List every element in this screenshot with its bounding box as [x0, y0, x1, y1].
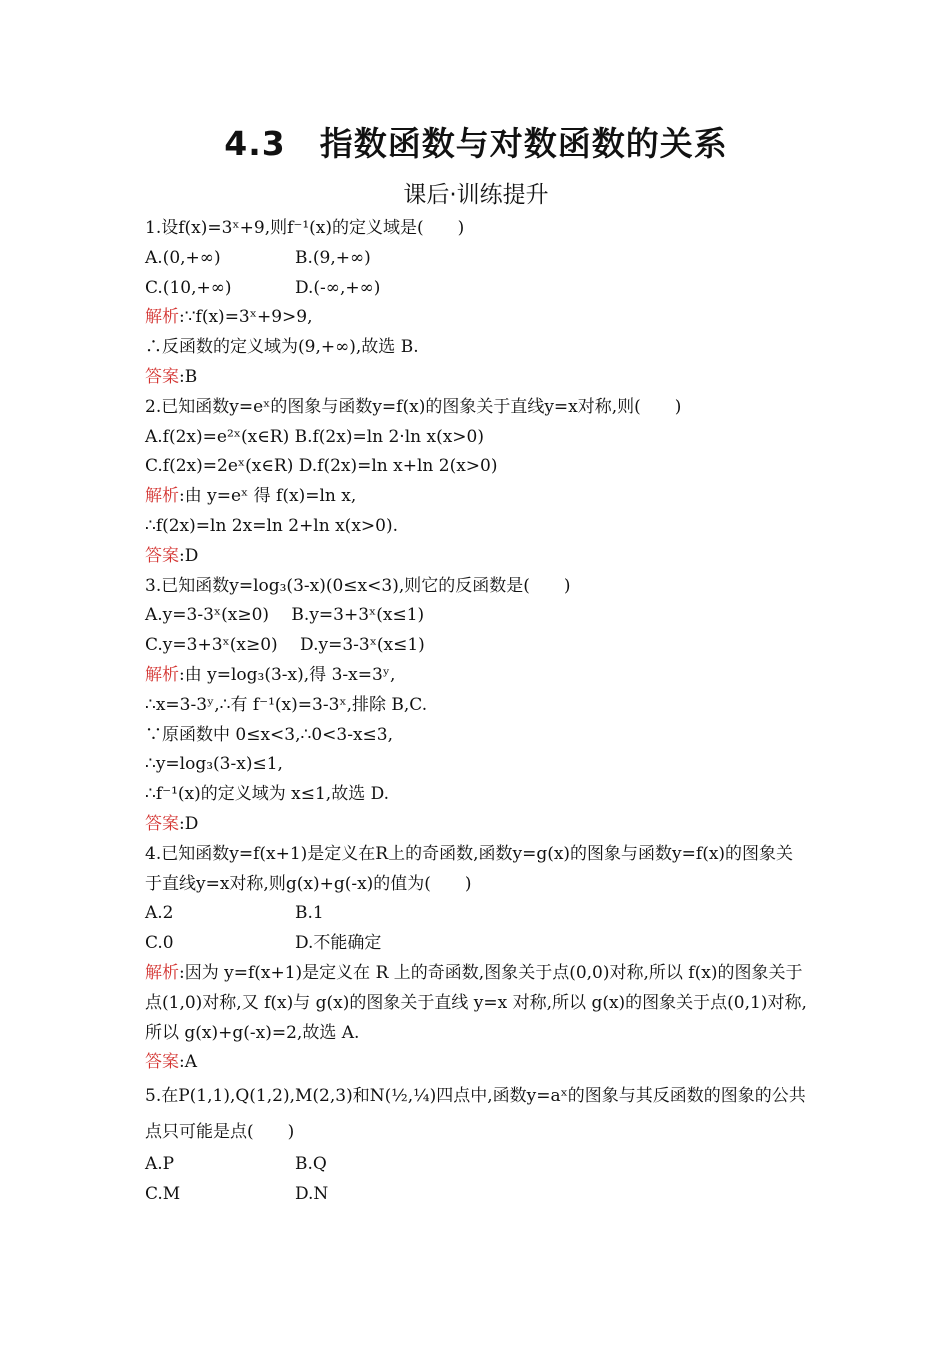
- option-d: D.(-∞,+∞): [295, 277, 381, 298]
- option-b: B.(9,+∞): [295, 247, 371, 268]
- analysis-label: 解析: [145, 664, 179, 685]
- question-stem: 1.设f(x)=3ˣ+9,则f⁻¹(x)的定义域是( ): [145, 218, 465, 238]
- option-row: C.f(2x)=2eˣ(x∈R) D.f(2x)=ln x+ln 2(x>0): [145, 456, 498, 477]
- option-b: B.Q: [295, 1154, 327, 1175]
- answer: [145, 363, 810, 393]
- question-stem: 2.已知函数y=eˣ的图象与函数y=f(x)的图象关于直线y=x对称,则( ): [145, 396, 682, 417]
- analysis-line: ∴x=3-3ʸ,∴有 f⁻¹(x)=3-3ˣ,排除 B,C.: [145, 694, 428, 715]
- option-row: A.y=3-3ˣ(x≥0) B.y=3+3ˣ(x≤1): [145, 605, 425, 626]
- analysis-label: 解析: [145, 962, 179, 983]
- question-stem: 3.已知函数y=log₃(3-x)(0≤x<3),则它的反函数是( ): [145, 575, 571, 596]
- analysis-text: :由 y=log₃(3-x),得 3-x=3ʸ,: [179, 664, 396, 685]
- analysis-text: :因为 y=f(x+1)是定义在 R 上的奇函数,图象关于点(0,0)对称,所以 f(x)的图象关于点(1,0)对称,又 f(x)与 g(x)的图象关于直线 y=x 对称,所以 g(x)的图象关于点(0,1)对称,所以 g(x)+g(-x)=2,故选 A.: [145, 962, 807, 1043]
- option-row: A.f(2x)=e²ˣ(x∈R) B.f(2x)=ln 2·ln x(x>0): [145, 426, 485, 447]
- analysis-line: ∴f⁻¹(x)的定义域为 x≤1,故选 D.: [145, 784, 390, 805]
- analysis: [145, 661, 810, 691]
- option-b: B.1: [295, 903, 324, 924]
- answer-label: 答案: [145, 813, 179, 834]
- question-4: [145, 840, 810, 1078]
- option-a: A.P: [145, 1154, 175, 1175]
- analysis-label: 解析: [145, 486, 179, 507]
- question-stem: 5.在P(1,1),Q(1,2),M(2,3)和N(½,¼)四点中,函数y=aˣ的图象与其反函数的图象的公共点只可能是点( ): [145, 1086, 806, 1143]
- option-c: C.0: [145, 933, 174, 954]
- analysis-label: 解析: [145, 307, 179, 328]
- analysis-line: ∴f(2x)=ln 2x=ln 2+ln x(x>0).: [145, 515, 398, 536]
- analysis-line: ∴反函数的定义域为(9,+∞),故选 B.: [145, 337, 419, 358]
- page-title: 4.3 指数函数与对数函数的关系: [224, 124, 728, 163]
- answer: [145, 542, 810, 572]
- option-d: D.N: [295, 1183, 329, 1204]
- analysis: [145, 959, 810, 1048]
- answer: [145, 810, 810, 840]
- question-1: [145, 214, 810, 393]
- option-a: A.(0,+∞): [145, 247, 221, 268]
- answer-label: 答案: [145, 1052, 179, 1073]
- analysis-line: ∴y=log₃(3-x)≤1,: [145, 754, 283, 775]
- option-row: C.y=3+3ˣ(x≥0) D.y=3-3ˣ(x≤1): [145, 635, 425, 656]
- answer-value: :D: [179, 545, 199, 566]
- question-list: [145, 214, 810, 1210]
- page-subtitle: 课后·训练提升: [403, 182, 549, 208]
- question-2: [145, 393, 810, 572]
- option-d: D.不能确定: [295, 933, 382, 954]
- option-c: C.M: [145, 1183, 181, 1204]
- option-a: A.2: [145, 903, 174, 924]
- answer-value: :B: [179, 366, 198, 387]
- question-stem: 4.已知函数y=f(x+1)是定义在R上的奇函数,函数y=g(x)的图象与函数y=f(x)的图象关于直线y=x对称,则g(x)+g(-x)的值为( ): [145, 843, 794, 894]
- analysis-text: :∵f(x)=3ˣ+9>9,: [179, 307, 313, 328]
- analysis-text: :由 y=eˣ 得 f(x)=ln x,: [179, 486, 357, 507]
- analysis-line: ∵原函数中 0≤x<3,∴0<3-x≤3,: [145, 724, 394, 745]
- option-c: C.(10,+∞): [145, 277, 232, 298]
- question-3: [145, 572, 810, 840]
- analysis: [145, 303, 810, 333]
- analysis: [145, 482, 810, 512]
- answer: [145, 1048, 810, 1078]
- answer-label: 答案: [145, 366, 179, 387]
- question-5: [145, 1078, 810, 1210]
- answer-value: :A: [179, 1052, 198, 1073]
- answer-value: :D: [179, 813, 199, 834]
- answer-label: 答案: [145, 545, 179, 566]
